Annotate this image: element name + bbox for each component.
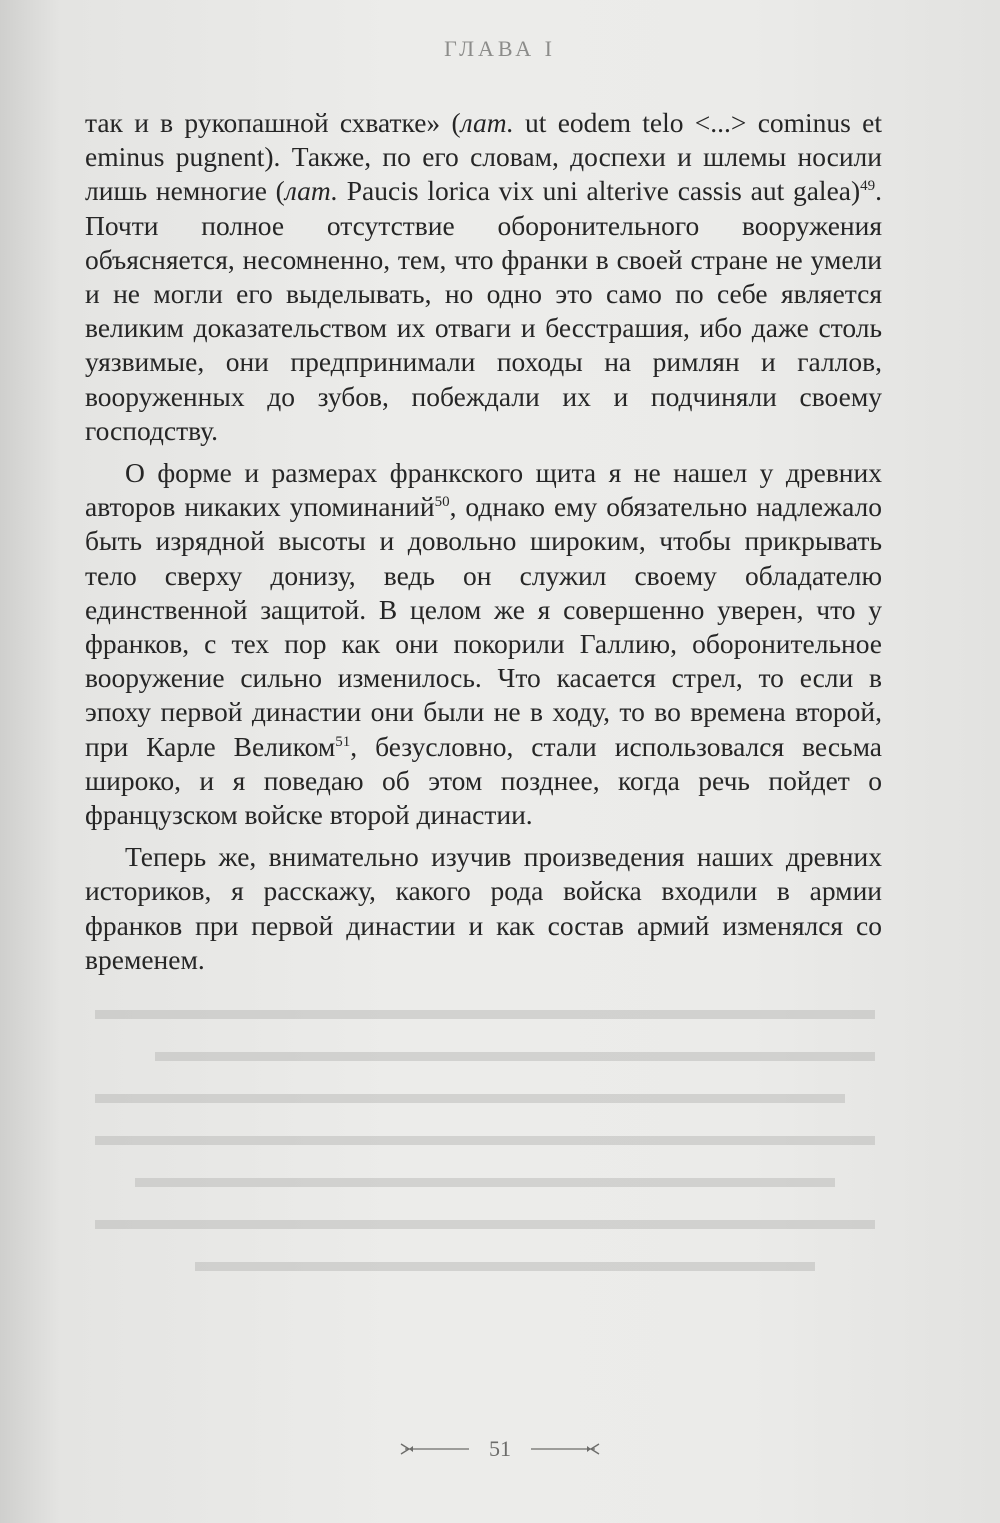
text-run: Paucis lorica vix uni alterive cassis aut galea)	[338, 175, 861, 207]
paragraph-3	[85, 840, 882, 977]
right-ornament-icon	[529, 1441, 601, 1457]
page-number: 51	[489, 1436, 511, 1461]
paragraph-2	[85, 456, 882, 832]
italic-term: лат.	[284, 175, 338, 207]
footnote-ref: 50	[434, 494, 450, 511]
text-run: , однако ему обязательно надлежало быть изрядной высоты и довольно широким, чтобы прикрывать тело сверху донизу, ведь он служил своему обладателю единственной защитой. В целом же я совершенно уверен, что у франков, с тех пор как они покорили Галлию, оборонительное вооружение сильно изменилось. Что касается стрел, то если в эпоху первой династии они были не в ходу, то во времена второй, при Карле Великом	[85, 491, 882, 762]
text-run: так и в рукопашной схватке» (	[85, 107, 461, 138]
text-run: . Почти полное отсутствие оборонительного вооружения объясняется, несомненно, тем, что франки в своей стране не умели и не могли его выделывать, но одно это само по себе является великим доказательством их отваги и бесстрашия, ибо даже столь уязвимые, они предпринимали походы на римлян и галлов, вооруженных до зубов, побеждали их и подчиняли своему господству.	[85, 175, 883, 446]
text-run: О форме и размерах франкского щита я не нашел у древних авторов никаких упоминаний	[85, 457, 882, 523]
paragraph-1	[85, 106, 882, 448]
faded-lines	[95, 1000, 875, 1300]
page-footer	[0, 1436, 1000, 1462]
running-head: ГЛАВА I	[444, 36, 556, 61]
left-ornament-icon	[399, 1441, 471, 1457]
italic-term: лат.	[460, 107, 514, 138]
show-through-texture	[95, 1000, 875, 1308]
text-run: Теперь же, внимательно изучив произведения наших древних историков, я расскажу, какого рода войска входили в армии франков при первой династии и как состав армий изменялся со временем.	[85, 841, 882, 975]
text-run: ut eodem telo <...> cominus et eminus pugnent). Также, по его словам, доспехи и шлемы носили лишь немногие (	[85, 107, 882, 207]
footnote-ref: 49	[860, 178, 876, 195]
body-text	[85, 106, 882, 977]
text-run: , безусловно, стали использовался весьма широко, и я поведаю об этом позднее, когда речь пойдет о французском войске второй династии.	[85, 730, 882, 831]
footnote-ref: 51	[335, 733, 351, 750]
